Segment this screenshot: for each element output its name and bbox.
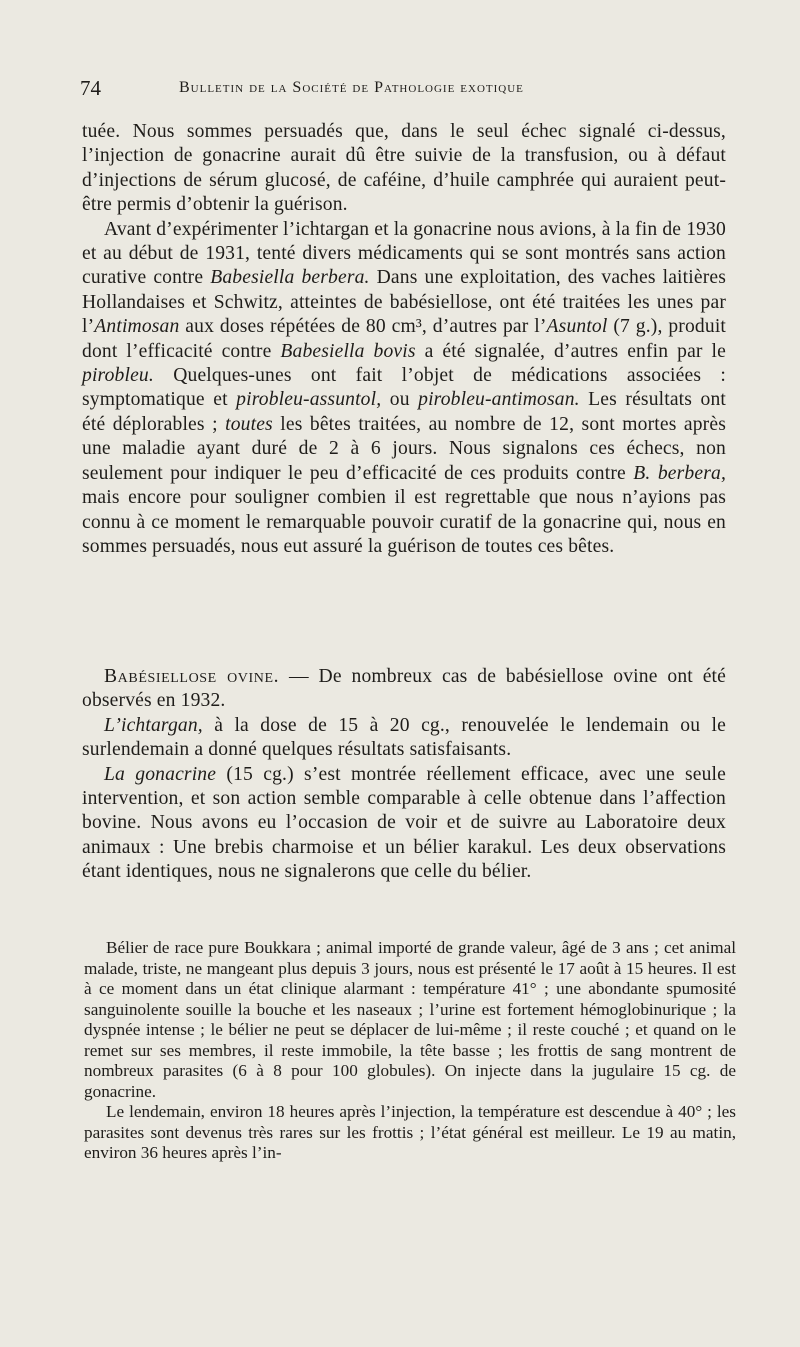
paragraph: Avant d’expérimenter l’ichtargan et la gonacrine nous avions, à la fin de 1930 et au début de 1931, tenté divers médicaments qui se sont montrés sans action curative contre Babesiella berbera. Dans une exploitation, des vaches laitières Hollandaises et Schwitz, atteintes de babésiellose, ont été traitées les unes par l’Antimosan aux doses répétées de 80 cm³, d’autres par l’Asuntol (7 g.), produit dont l’efficacité contre Babesiella bovis a été signalée, d’autres enfin par le pirobleu. Quelques-unes ont fait l’objet de médications associées : symptomatique et pirobleu-assuntol, ou pirobleu-antimosan. Les résultats ont été déplorables ; toutes les bêtes traitées, au nombre de 12, sont mortes après une maladie ayant duré de 2 à 6 jours. Nous signalons ces échecs, non seulement pour indiquer le peu d’efficacité de ces produits contre B. berbera, mais encore pour souligner combien il est regrettable que nous n’ayions pas connu à ce moment le remarquable pouvoir curatif de la gonacrine qui, nous en sommes persuadés, nous eut assuré la guérison de toutes ces bêtes.	[82, 218, 727, 557]
drug-name: Antimosan	[94, 316, 180, 338]
drug-name: pirobleu-antimosan.	[418, 389, 580, 411]
case-report	[84, 938, 736, 1164]
paragraph: tuée. Nous sommes persuadés que, dans le seul échec signalé ci-dessus, l’injection de gonacrine aurait dû être suivie de la transfusion, ou à défaut d’injections de sérum glucosé, de caféine, d’huile camphrée qui auraient peut-être permis d’obtenir la guérison.	[82, 121, 726, 216]
drug-name: L’ichtargan,	[104, 714, 203, 736]
page-number: 74	[80, 76, 101, 100]
drug-name: Asuntol	[546, 316, 608, 338]
running-head	[80, 76, 740, 106]
body-section-b	[82, 665, 726, 885]
drug-name: La gonacrine	[104, 763, 217, 785]
section-heading: Babésiellose ovine.	[104, 666, 280, 687]
drug-name: pirobleu-assuntol,	[236, 389, 382, 411]
body-section-a	[82, 120, 726, 559]
drug-name: pirobleu.	[82, 365, 154, 387]
paragraph: La gonacrine (15 cg.) s’est montrée réellement efficace, avec une seule intervention, et son action semble comparable à celle obtenue dans l’affection bovine. Nous avons eu l’occasion de voir et de suivre au Laboratoire deux animaux : Une brebis charmoise et un bélier karakul. Les deux observations étant identiques, nous ne signalerons que celle du bélier.	[82, 763, 726, 883]
species-name: Babesiella bovis	[280, 340, 416, 362]
species-name: Babesiella berbera.	[210, 267, 370, 289]
paragraph: L’ichtargan, à la dose de 15 à 20 cg., renouvelée le lendemain ou le surlendemain a donné quelques résultats satisfaisants.	[82, 714, 726, 761]
species-name: B. berbera,	[633, 462, 726, 484]
emphasis: toutes	[225, 413, 273, 435]
paragraph: Le lendemain, environ 18 heures après l’injection, la température est descendue à 40° ; les parasites sont devenus très rares sur les frottis ; l’état général est meilleur. Le 19 au matin, environ 36 heures après l’in-	[84, 1102, 736, 1162]
paragraph: Babésiellose ovine. — De nombreux cas de babésiellose ovine ont été observés en 1932.	[82, 666, 726, 712]
journal-title: Bulletin de la Société de Pathologie exotique	[179, 79, 524, 96]
paragraph: Bélier de race pure Boukkara ; animal importé de grande valeur, âgé de 3 ans ; cet animal malade, triste, ne mangeant plus depuis 3 jours, nous est présenté le 17 août à 15 heures. Il est à ce moment dans un état clinique alarmant : température 41° ; une abondante spumosité sanguinolente souille la bouche et les naseaux ; l’urine est fortement hémoglobinurique ; la dyspnée intense ; le bélier ne peut se déplacer de lui-même ; il reste couché ; et quand on le remet sur ses membres, il reste immobile, la tête basse ; les frottis de sang montrent de nombreux parasites (6 à 8 pour 100 globules). On injecte dans la jugulaire 15 cg. de gonacrine.	[84, 938, 736, 1101]
